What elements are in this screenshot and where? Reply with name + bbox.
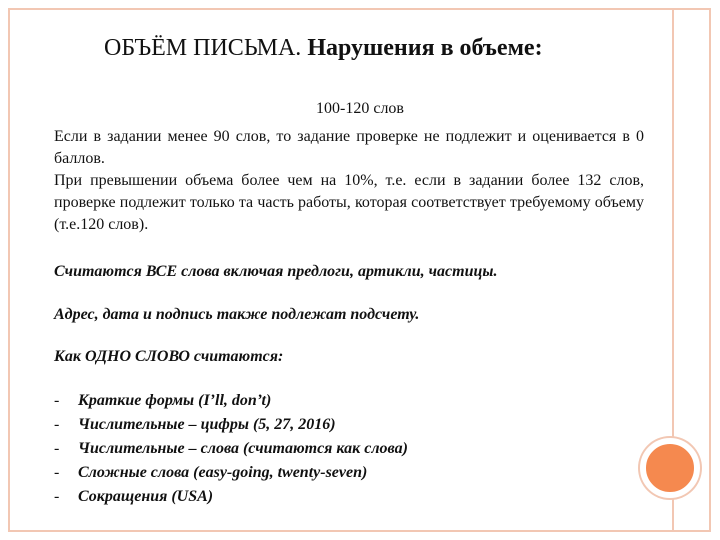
list-dash: - (54, 416, 60, 433)
list-item: - Числительные – слова (считаются как слова) (54, 437, 614, 461)
list-dash: - (54, 488, 60, 505)
note-one-word: Как ОДНО СЛОВО считаются: (54, 348, 284, 365)
list-dash: - (54, 392, 60, 409)
title-bold: Нарушения в объеме: (307, 35, 543, 61)
list-item: - Краткие формы (I’ll, don’t) (54, 389, 614, 413)
decorative-circle (640, 438, 700, 498)
rule-paragraph-over: При превышении объема более чем на 10%, т.е. если в задании более 132 слов, проверке подлежит только та часть работы, которая соответствует требуемому объему (т.е.120 слов). (54, 172, 644, 233)
word-count-subtitle: 100-120 слов (316, 100, 404, 117)
list-item: - Сокращения (USA) (54, 485, 614, 509)
note-address: Адрес, дата и подпись также подлежат подсчету. (54, 306, 420, 323)
rules-text (54, 126, 644, 236)
list-dash: - (54, 464, 60, 481)
list-item: - Сложные слова (easy-going, twenty-seven) (54, 461, 614, 485)
one-word-list (54, 389, 614, 509)
page-title (104, 35, 543, 62)
title-plain: ОБЪЁМ ПИСЬМА. (104, 35, 302, 61)
list-dash: - (54, 440, 60, 457)
note-all-words: Считаются ВСЕ слова включая предлоги, артикли, частицы. (54, 263, 498, 280)
rule-paragraph-under: Если в задании менее 90 слов, то задание проверке не подлежит и оценивается в 0 баллов. (54, 128, 644, 167)
list-item: - Числительные – цифры (5, 27, 2016) (54, 413, 614, 437)
